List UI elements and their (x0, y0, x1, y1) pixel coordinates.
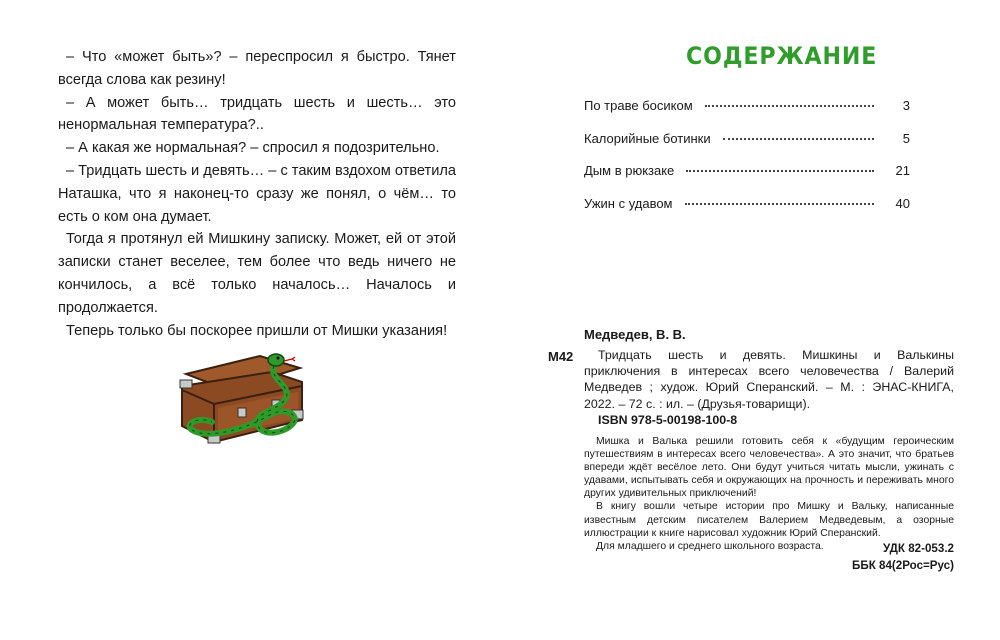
toc-item-label: Ужин с удавом (584, 195, 673, 211)
bibliography-author-code: М42 (548, 349, 574, 364)
story-paragraph: – Что «может быть»? – переспросил я быстро. Тянет всегда слова как резину! (58, 49, 456, 88)
story-paragraph: – А может быть… тридцать шесть и шесть… это ненормальная температура?.. (58, 94, 456, 134)
story-text (58, 46, 456, 342)
toc-item-page: 21 (895, 163, 910, 178)
toc-leader-dots (705, 104, 874, 107)
toc-item-label: Калорийные ботинки (584, 130, 711, 146)
annotation-paragraph: Для младшего и среднего школьного возраста. (596, 540, 824, 552)
toc-leader-dots (686, 169, 874, 172)
udk-code: УДК 82-053.2 (883, 542, 954, 555)
story-paragraph: – Тридцать шесть и девять… – с таким вздохом ответила Наташка, что я наконец-то сразу же понял, о чём… то есть о ком она думает. (58, 162, 456, 225)
toc-item[interactable] (584, 131, 910, 164)
toc-item-page: 5 (902, 130, 910, 146)
suitcase-with-snake-icon (168, 346, 318, 456)
snake-head (268, 354, 284, 366)
story-paragraph: Теперь только бы поскорее пришли от Мишки указания! (66, 322, 448, 339)
story-paragraph: – А какая же нормальная? – спросил я подозрительно. (66, 140, 440, 157)
toc-item-label: Дым в рюкзаке (584, 163, 675, 178)
toc-item[interactable] (584, 163, 910, 196)
toc-item-page: 3 (902, 98, 910, 113)
isbn: ISBN 978-5-00198-100-8 (598, 413, 738, 427)
bibliography-author: Медведев, В. В. (584, 327, 686, 342)
toc-item-page: 40 (895, 195, 910, 211)
bbk-code: ББК 84(2Рос=Рус) (852, 559, 954, 572)
toc-title: СОДЕРЖАНИЕ (686, 42, 878, 70)
classification-codes (852, 540, 954, 574)
bibliography-description: Тридцать шесть и девять. Мишкины и Валькины приключения в интересах всего человечества / Валерий Медведев ; худож. Юрий Сперанский. – М. : ЭНАС-КНИГА, 2022. – 72 с. : ил. – (Друзья-товарищи). (584, 348, 954, 411)
toc-item[interactable] (584, 196, 910, 229)
toc-item-label: По траве босиком (584, 98, 693, 113)
toc-item[interactable] (584, 98, 910, 131)
right-page (500, 0, 1000, 640)
story-paragraph: Тогда я протянул ей Мишкину записку. Может, ей от этой записки станет веселее, тем более что ведь ничего не кончилось, а всё только началось… Началось и продолжается. (58, 231, 456, 316)
book-annotation (584, 435, 954, 553)
toc-leader-dots (685, 202, 875, 205)
annotation-paragraph: В книгу вошли четыре истории про Мишку и Вальку, написанные известным детским писателем Валерием Медведевым, а озорные иллюстрации к книге нарисовал художник Юрий Сперанский. (584, 501, 954, 539)
toc-leader-dots (723, 137, 874, 140)
annotation-paragraph: Мишка и Валька решили готовить себя к «будущим героическим путешествиям в интересах всего человечества». А это значит, что братьев впереди ждёт весёлое лето. Они будут учиться читать мысли, ужинать с удавами, испытывать себя и окружающих на прочность и переживать много других удивительных приключений! (584, 436, 954, 500)
table-of-contents (584, 98, 910, 228)
